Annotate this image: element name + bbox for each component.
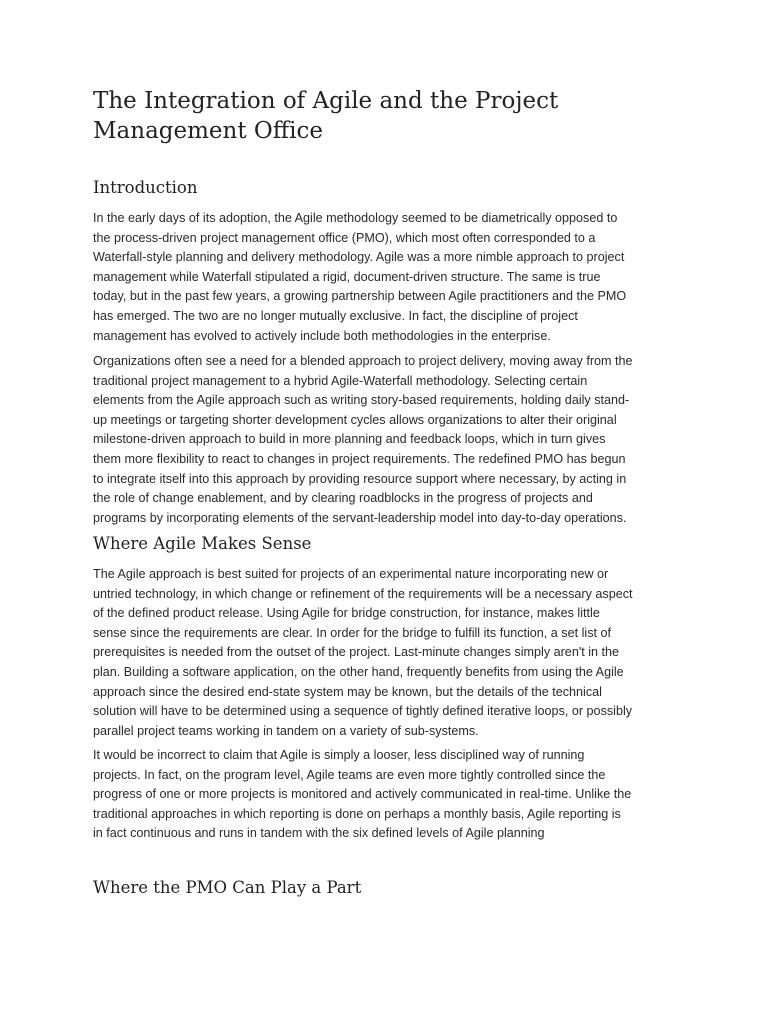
text-line: traditional approaches in which reporting is done on perhaps a monthly basis, Agile reporting is [93,806,621,821]
intro-paragraph-1 [93,209,626,346]
text-line: projects. In fact, on the program level, Agile teams are even more tightly controlled since the [93,767,606,782]
text-line: the process-driven project management office (PMO), which most often corresponded to a [93,230,596,245]
text-line: approach since the desired end-state system may be known, but the details of the technical [93,684,602,699]
text-line: Waterfall-style planning and delivery methodology. Agile was a more nimble approach to project [93,250,625,265]
section-heading-introduction: Introduction [93,178,198,197]
document-title [93,86,693,146]
text-line: the role of change enablement, and by clearing roadblocks in the progress of projects and [93,491,593,506]
text-line: The Agile approach is best suited for projects of an experimental nature incorporating new or [93,567,609,581]
text-line: to integrate itself into this approach by providing resource support where necessary, by acting in [93,471,627,486]
text-line: in fact continuous and runs in tandem with the six defined levels of Agile planning [93,826,545,841]
text-line: milestone-driven approach to build in more planning and feedback loops, which in turn gives [93,432,606,447]
text-line: untried technology, in which change or refinement of the requirements will be a necessary aspect [93,586,633,601]
section-heading-where-agile-makes-sense: Where Agile Makes Sense [93,534,312,553]
text-line: programs by incorporating elements of the servant-leadership model into day-to-day operations. [93,510,627,525]
text-line: today, but in the past few years, a growing partnership between Agile practitioners and the PMO [93,289,627,304]
text-line: traditional project management to a hybrid Agile-Waterfall methodology. Selecting certain [93,373,588,388]
text-line: In the early days of its adoption, the Agile methodology seemed to be diametrically opposed to [93,211,618,225]
text-line: prerequisites is needed from the outset of the project. Last-minute changes simply aren't in the [93,645,620,660]
agile-paragraph-2 [93,746,631,844]
text-line: progress of one or more projects is monitored and actively communicated in real-time. Unlike the [93,787,632,802]
text-line: management while Waterfall stipulated a rigid, document-driven structure. The same is true [93,269,601,284]
intro-paragraph-2 [93,352,633,528]
text-line: solution will have to be determined using a sequence of tightly defined iterative loops, or possibly [93,704,633,719]
text-line: elements from the Agile approach such as writing story-based requirements, holding daily stand- [93,393,630,408]
text-line: It would be incorrect to claim that Agile is simply a looser, less disciplined way of running [93,748,585,762]
text-line: sense since the requirements are clear. In order for the bridge to fulfill its function, a set list of [93,625,612,640]
text-line: parallel project teams working in tandem on a variety of sub-systems. [93,723,479,738]
text-line: Organizations often see a need for a blended approach to project delivery, moving away from the [93,354,633,368]
title-line: The Integration of Agile and the Project [93,88,559,114]
section-heading-where-the-pmo-can-play-a-part: Where the PMO Can Play a Part [93,878,362,897]
agile-paragraph-1 [93,565,633,741]
text-line: of the defined product release. Using Agile for bridge construction, for instance, makes little [93,606,600,621]
text-line: management has evolved to actively include both methodologies in the enterprise. [93,328,551,343]
title-line: Management Office [93,118,323,144]
text-line: plan. Building a software application, on the other hand, frequently benefits from using the Agile [93,664,624,679]
text-line: up meetings or targeting shorter development cycles allows organizations to alter their original [93,412,617,427]
text-line: has emerged. The two are no longer mutually exclusive. In fact, the discipline of project [93,308,578,323]
text-line: them more flexibility to react to changes in project requirements. The redefined PMO has begun [93,451,626,466]
